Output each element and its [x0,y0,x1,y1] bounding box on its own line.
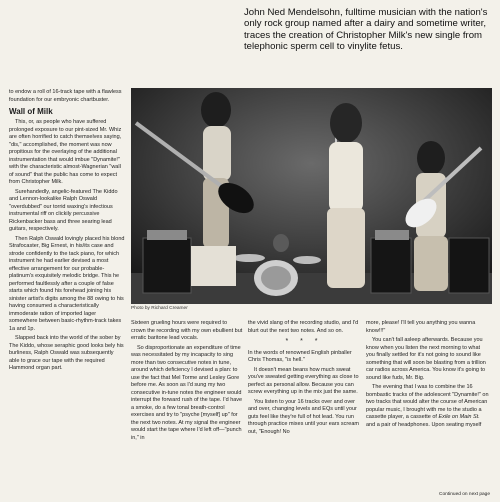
column-1 [9,89,125,375]
paragraph: the vivid slang of the recording studio, and I'd blurt out the next two notes. And so on. [248,320,359,334]
band-photo [131,88,492,304]
article-intro: John Ned Mendelsohn, fulltime musician with the nation's only rock group named after a dairy and sometime writer, traces the creation of Christopher Milk's new single from telephonic sperm cell to vinylite fetus. [244,7,488,53]
album-title: Exile on Main St. [438,414,480,420]
column-2 [131,320,243,444]
band-photo-illustration [131,88,492,304]
section-divider: * * * [285,338,323,345]
continued-note: Continued on next page [439,492,490,497]
paragraph: Slapped back into the world of the sober by The Kiddo, whose seraphic good looks bely his burliness, Ralph Oswald was subsequently able to grace our tape with the required Hammond organ part. [9,335,124,371]
photo-credit: Photo by Richard Creamer [131,306,188,311]
column-4 [366,320,490,431]
column-3 [248,320,360,438]
paragraph: Sixteen grueling hours were required to crown the recording with my own ebullient but erratic baritone lead vocals. [131,320,243,341]
paragraph: You listen to your 16 tracks over and over and over, changing levels and EQs until your guts feel like they're full of hot lead. You run through practice mixes until your ears scream out, "Enough! No [248,398,359,435]
paragraph: You can't fall asleep afterwards. Because you know when you listen the next morning to what you finally settled for it's not going to sound like something that will soon be blasting from a trillion car radios across America. You know it's going to sound like fuds, Mr. Big. [366,337,486,381]
paragraph [366,384,490,429]
paragraph: Then Ralph Oswald lovingly placed his blond Strafocaster, Big Ernest, in his/its case and strode confidently to the tack piano, for which instrument he had earlier devised a most effective arrangement for our probable-platinum's exquisitely melodic bridge. This he performed faultlessly after a couple of false starts which found his forehead joining his sinister artist's digits among the 88 owing to his having consumed a characteristically immoderate ration of imported lager somewhere between basic-rhythm-track takes 1a and 1p. [9,235,125,332]
paragraph: It doesn't mean beans how much sweat you've sweated getting everything as close to perfect as personal allow. Because you can screw everything up in the mix just the same. [248,366,359,395]
text-run: and a pair of headphones. Upon seating myself [366,421,482,428]
paragraph: So disproportionate an expenditure of time was necessitated by my incapacity to sing more than two consecutive notes in tune, around which deficiency I devised a plan: to use the fact that Mel Torme and Lesley Gore before me. As soon as I'd sung my two consecutive in-tune notes the engineer would interrupt the forward rush of the tape. I'd have a smoke, do a few tonal breath-control exercises and try to "psyche [myself] up" for the next two notes. At my signal the engineer would start the tape where I'd left off—"punch in," in [131,344,243,441]
paragraph: to endow a roll of 16-track tape with a flawless foundation for our embryonic chartbuster. [9,89,122,103]
paragraph: Surehandedly, angelic-featured The Kiddo and Lennon-lookalike Ralph Oswald "overdubbed" our torrid waxing's infectious instrumental riff on clickily percussive Rickenbacker bass and three searing lead guitars, respectively. [9,188,118,232]
text-run: The evening that I was to combine the 16 bombastic tracks of the adolescent "Dynamite!" on two tracks that would alter the course of American popular music, I brought with me to the studio a cassette player, a cassette of [366,384,489,420]
paragraph: This, or, as people who have suffered prolonged exposure to our pint-sized Mr. Whiz are often horrified to catch themselves saying, "dis," accomplished, the moment was now propitious for the overlaying of the additional instrumentation that would imbue "Dynamite!" with the characteristic almost-Wagnerian "wall of sound" that the public has come to expect from Christopher Milk. [9,119,122,185]
section-heading: Wall of Milk [9,107,53,116]
paragraph: more, please! I'll tell you anything you wanna know!!!" [366,320,476,334]
paragraph: In the words of renowned English pinballer Chris Thomas, "is hell." [248,349,352,363]
